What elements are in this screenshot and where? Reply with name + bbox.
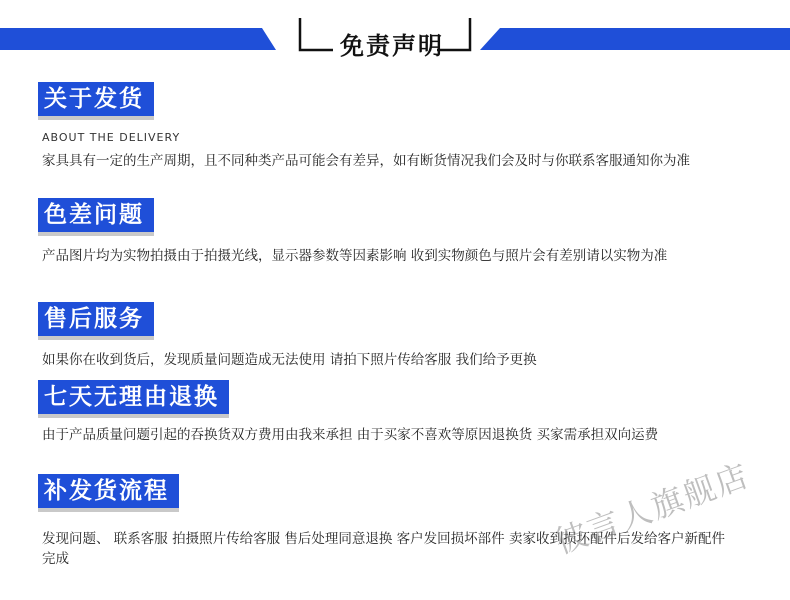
- section-heading-aftersales: 售后服务: [38, 302, 154, 336]
- section-heading-color: 色差问题: [38, 198, 154, 232]
- store-watermark: 彼言人旗舰店: [550, 455, 755, 562]
- section-subtitle-delivery: ABOUT THE DELIVERY: [42, 131, 181, 144]
- section-text-returns: 由于产品质量问题引起的吞换货双方费用由我来承担 由于买家不喜欢等原因退换货 买家需承担双向运费: [42, 427, 659, 443]
- page-title: 免责声明: [340, 32, 444, 60]
- header-banner: [0, 0, 790, 60]
- section-heading-returns: 七天无理由退换: [38, 380, 229, 414]
- section-heading-delivery: 关于发货: [38, 82, 154, 116]
- section-text-aftersales: 如果你在收到货后，发现质量问题造成无法使用 请拍下照片传给客服 我们给予更换: [42, 352, 537, 368]
- section-text-color: 产品图片均为实物拍摄由于拍摄光线，显示器参数等因素影响 收到实物颜色与照片会有差别请以实物为准: [42, 248, 668, 264]
- section-text-reship: 发现问题、 联系客服 拍摄照片传给客服 售后处理同意退换 客户发回损坏部件 卖家收到损坏配件后发给客户新配件完成: [42, 531, 725, 567]
- section-heading-reship: 补发货流程: [38, 474, 179, 508]
- section-text-delivery: 家具具有一定的生产周期，且不同种类产品可能会有差异，如有断货情况我们会及时与你联系客服通知你为准: [42, 153, 690, 169]
